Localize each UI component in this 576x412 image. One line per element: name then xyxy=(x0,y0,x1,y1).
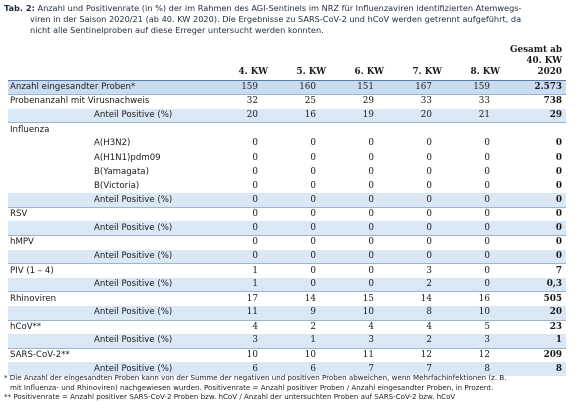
footnote-1-line-2: mit Influenza- und Rhinoviren) nachgewiesen wurden. Positivenrate = Anzahl positiver Proben / Anzahl eingesandter Proben, in Prozent. xyxy=(10,382,494,392)
row-label: Anteil Positive (%) xyxy=(94,335,173,346)
cell-kw-4: 6 xyxy=(252,363,258,374)
cell-kw-7: 0 xyxy=(426,250,432,261)
table-row xyxy=(8,109,566,123)
cell-kw-6: 0 xyxy=(368,180,374,191)
cell-kw-5: 2 xyxy=(274,320,332,334)
cell-kw-6: 0 xyxy=(332,264,390,278)
cell-total: 23 xyxy=(506,320,566,334)
cell-kw-7: 0 xyxy=(426,222,432,233)
cell-total: 0 xyxy=(555,222,562,233)
cell-kw-6: 29 xyxy=(332,95,390,109)
cell-kw-5: 0 xyxy=(274,236,332,250)
cell-kw-8: 10 xyxy=(478,307,490,318)
cell-kw-5: 9 xyxy=(310,307,316,318)
table-row xyxy=(8,95,566,109)
cell-kw-6: 0 xyxy=(368,279,374,290)
row-label: B(Yamagata) xyxy=(94,166,149,177)
cell-kw-4: 0 xyxy=(216,236,274,250)
header-kw-6: 6. KW xyxy=(354,67,384,77)
row-label: Probenanzahl mit Virusnachweis xyxy=(8,95,216,109)
cell-kw-7: 3 xyxy=(390,264,448,278)
cell-kw-4: 0 xyxy=(252,194,258,205)
cell-kw-8: 0 xyxy=(484,279,490,290)
cell-kw-8: 0 xyxy=(484,180,490,191)
cell-kw-6: 3 xyxy=(368,335,374,346)
table-row xyxy=(8,236,566,250)
cell-kw-7: 167 xyxy=(415,82,432,93)
cell-kw-5: 0 xyxy=(310,138,316,149)
cell-kw-5: 10 xyxy=(274,348,332,362)
header-kw-4: 4. KW xyxy=(238,67,268,77)
cell-total: 2.573 xyxy=(534,82,562,93)
cell-kw-5: 0 xyxy=(310,166,316,177)
cell-total: 0 xyxy=(555,152,562,163)
cell-total: 0 xyxy=(555,194,562,205)
table-row xyxy=(8,81,566,95)
table-row xyxy=(8,165,566,179)
cell-kw-8: 3 xyxy=(484,335,490,346)
cell-kw-8: 12 xyxy=(448,348,506,362)
cell-kw-7: 7 xyxy=(426,363,432,374)
cell-kw-7: 2 xyxy=(426,335,432,346)
cell-kw-5: 16 xyxy=(304,109,316,120)
caption-line-3: nicht alle Sentinelproben auf diese Erreger untersucht werden konnten. xyxy=(30,25,324,36)
cell-kw-4: 1 xyxy=(252,279,258,290)
cell-kw-7: 4 xyxy=(390,320,448,334)
cell-kw-4: 20 xyxy=(246,109,258,120)
cell-kw-6: 15 xyxy=(332,292,390,306)
cell-kw-4: 0 xyxy=(252,152,258,163)
cell-total: 0,3 xyxy=(546,279,562,290)
row-label: Anteil Positive (%) xyxy=(94,194,173,205)
cell-kw-4: 0 xyxy=(252,222,258,233)
cell-kw-8: 0 xyxy=(484,166,490,177)
cell-kw-8: 0 xyxy=(484,222,490,233)
cell-kw-7: 0 xyxy=(390,236,448,250)
table-row xyxy=(8,137,566,151)
cell-total: 0 xyxy=(506,207,566,221)
cell-kw-6: 4 xyxy=(332,320,390,334)
cell-kw-7: 33 xyxy=(390,95,448,109)
cell-kw-4: 17 xyxy=(216,292,274,306)
cell-kw-7: 0 xyxy=(426,152,432,163)
footnote-2: ** Positivenrate = Anzahl positiver SARS-CoV-2 Proben bzw. hCoV / Anzahl der untersuchten Proben auf SARS-CoV-2 bzw. hCoV xyxy=(4,392,456,402)
cell-kw-8: 8 xyxy=(484,363,490,374)
cell-kw-8: 21 xyxy=(478,109,490,120)
cell-total: 0 xyxy=(506,236,566,250)
cell-kw-4: 0 xyxy=(252,180,258,191)
cell-kw-4: 0 xyxy=(252,250,258,261)
cell-kw-5: 0 xyxy=(310,194,316,205)
cell-total: 0 xyxy=(555,250,562,261)
header-kw-7: 7. KW xyxy=(412,67,442,77)
table-row xyxy=(8,334,566,348)
table-row xyxy=(8,292,566,306)
cell-kw-5: 25 xyxy=(274,95,332,109)
table-row xyxy=(8,207,566,221)
header-label-cell xyxy=(8,45,216,81)
cell-kw-6: 0 xyxy=(368,222,374,233)
caption-line-1 xyxy=(4,3,572,14)
cell-kw-5: 1 xyxy=(310,335,316,346)
cell-kw-4: 0 xyxy=(252,166,258,177)
cell-kw-4 xyxy=(216,123,274,137)
table-row xyxy=(8,264,566,278)
cell-kw-6: 0 xyxy=(332,207,390,221)
table-body xyxy=(8,81,566,377)
cell-kw-8: 0 xyxy=(484,250,490,261)
row-label: Anzahl eingesandter Proben* xyxy=(10,82,136,93)
cell-kw-6: 10 xyxy=(362,307,374,318)
table-row xyxy=(8,320,566,334)
cell-total: 0 xyxy=(555,138,562,149)
cell-kw-5: 6 xyxy=(310,363,316,374)
table-row xyxy=(8,250,566,264)
cell-total: 0 xyxy=(555,166,562,177)
header-kw-5: 5. KW xyxy=(296,67,326,77)
cell-kw-6: 0 xyxy=(368,166,374,177)
cell-kw-7: 8 xyxy=(426,307,432,318)
cell-kw-5: 0 xyxy=(310,180,316,191)
cell-kw-6: 11 xyxy=(332,348,390,362)
cell-kw-4: 0 xyxy=(216,207,274,221)
cell-kw-6: 7 xyxy=(368,363,374,374)
cell-total: 0 xyxy=(555,180,562,191)
cell-kw-7: 0 xyxy=(426,194,432,205)
cell-kw-7: 0 xyxy=(426,166,432,177)
cell-kw-8: 5 xyxy=(448,320,506,334)
cell-total: 8 xyxy=(555,363,562,374)
cell-kw-8: 16 xyxy=(448,292,506,306)
caption-prefix: Tab. 2: xyxy=(4,3,35,13)
cell-kw-8 xyxy=(448,123,506,137)
row-label: A(H3N2) xyxy=(94,138,131,149)
cell-kw-5: 160 xyxy=(299,82,316,93)
cell-kw-8: 0 xyxy=(448,207,506,221)
row-label: Influenza xyxy=(8,123,216,137)
row-label: Anteil Positive (%) xyxy=(94,109,173,120)
cell-kw-5: 0 xyxy=(310,152,316,163)
cell-kw-6: 151 xyxy=(357,82,374,93)
footnote-1-line-1: * Die Anzahl der eingesandten Proben kann von der Summe der negativen und positiven Proben abweichen, wenn Mehrfachinfektionen (z. B. xyxy=(4,373,507,382)
cell-total: 20 xyxy=(549,307,562,318)
row-label: RSV xyxy=(8,207,216,221)
table-row xyxy=(8,306,566,320)
cell-kw-4: 1 xyxy=(216,264,274,278)
caption-line-2: viren in der Saison 2020/21 (ab 40. KW 2020). Die Ergebnisse zu SARS-CoV-2 und hCoV werden getrennt aufgeführt, da xyxy=(30,14,522,25)
cell-kw-6: 0 xyxy=(368,138,374,149)
table-caption xyxy=(4,3,572,37)
cell-kw-8: 0 xyxy=(484,194,490,205)
cell-total: 209 xyxy=(506,348,566,362)
row-label: SARS-CoV-2** xyxy=(8,348,216,362)
cell-kw-6: 0 xyxy=(332,236,390,250)
cell-total: 505 xyxy=(506,292,566,306)
cell-kw-7: 20 xyxy=(420,109,432,120)
cell-kw-4: 159 xyxy=(241,82,258,93)
row-label: Anteil Positive (%) xyxy=(94,250,173,261)
cell-kw-4: 3 xyxy=(252,335,258,346)
header-kw-8: 8. KW xyxy=(470,67,500,77)
cell-kw-7: 0 xyxy=(426,138,432,149)
cell-kw-7: 0 xyxy=(426,180,432,191)
cell-kw-5: 0 xyxy=(310,250,316,261)
header-total-line-2: 40. KW 2020 xyxy=(526,56,562,77)
cell-total: 7 xyxy=(506,264,566,278)
cell-kw-8: 33 xyxy=(448,95,506,109)
row-label: B(Victoria) xyxy=(94,180,140,191)
cell-kw-7 xyxy=(390,123,448,137)
cell-kw-6: 0 xyxy=(368,194,374,205)
row-label: Anteil Positive (%) xyxy=(94,363,173,374)
header-total-line-1: Gesamt ab xyxy=(509,45,562,55)
cell-kw-5: 0 xyxy=(310,279,316,290)
cell-kw-6: 0 xyxy=(368,152,374,163)
cell-kw-7: 14 xyxy=(390,292,448,306)
cell-kw-4: 32 xyxy=(216,95,274,109)
data-table xyxy=(8,45,566,376)
header-row xyxy=(8,45,566,81)
row-label: hMPV xyxy=(8,236,216,250)
table-row xyxy=(8,123,566,137)
table-row xyxy=(8,278,566,292)
cell-kw-8: 0 xyxy=(448,236,506,250)
cell-kw-5: 0 xyxy=(274,207,332,221)
cell-kw-4: 11 xyxy=(246,307,258,318)
cell-kw-6: 0 xyxy=(368,250,374,261)
row-label: hCoV** xyxy=(8,320,216,334)
row-label: Anteil Positive (%) xyxy=(94,307,173,318)
cell-total: 29 xyxy=(549,109,562,120)
table-row xyxy=(8,193,566,207)
row-label: A(H1N1)pdm09 xyxy=(94,152,161,163)
table-row xyxy=(8,348,566,362)
cell-kw-8: 0 xyxy=(448,264,506,278)
cell-kw-6: 19 xyxy=(362,109,374,120)
cell-kw-5: 0 xyxy=(310,222,316,233)
cell-kw-4: 10 xyxy=(216,348,274,362)
cell-total xyxy=(506,123,566,137)
cell-kw-4: 0 xyxy=(252,138,258,149)
row-label: Anteil Positive (%) xyxy=(94,279,173,290)
cell-kw-7: 12 xyxy=(390,348,448,362)
cell-kw-7: 2 xyxy=(426,279,432,290)
table-row xyxy=(8,179,566,193)
row-label: Anteil Positive (%) xyxy=(94,222,173,233)
cell-total: 1 xyxy=(555,335,562,346)
row-label: Rhinoviren xyxy=(8,292,216,306)
cell-kw-5: 14 xyxy=(274,292,332,306)
header-total xyxy=(506,45,566,81)
row-label: PIV (1 – 4) xyxy=(8,264,216,278)
cell-total: 738 xyxy=(506,95,566,109)
cell-kw-8: 159 xyxy=(473,82,490,93)
cell-kw-8: 0 xyxy=(484,138,490,149)
cell-kw-8: 0 xyxy=(484,152,490,163)
cell-kw-6 xyxy=(332,123,390,137)
cell-kw-5 xyxy=(274,123,332,137)
table-row xyxy=(8,151,566,165)
caption-text-1: Anzahl und Positivenrate (in %) der im Rahmen des AGI-Sentinels im NRZ für Influenzaviren identifizierten Atemwegs- xyxy=(37,3,522,13)
cell-kw-5: 0 xyxy=(274,264,332,278)
cell-kw-7: 0 xyxy=(390,207,448,221)
table-row xyxy=(8,221,566,235)
footnotes xyxy=(4,373,572,402)
cell-kw-4: 4 xyxy=(216,320,274,334)
